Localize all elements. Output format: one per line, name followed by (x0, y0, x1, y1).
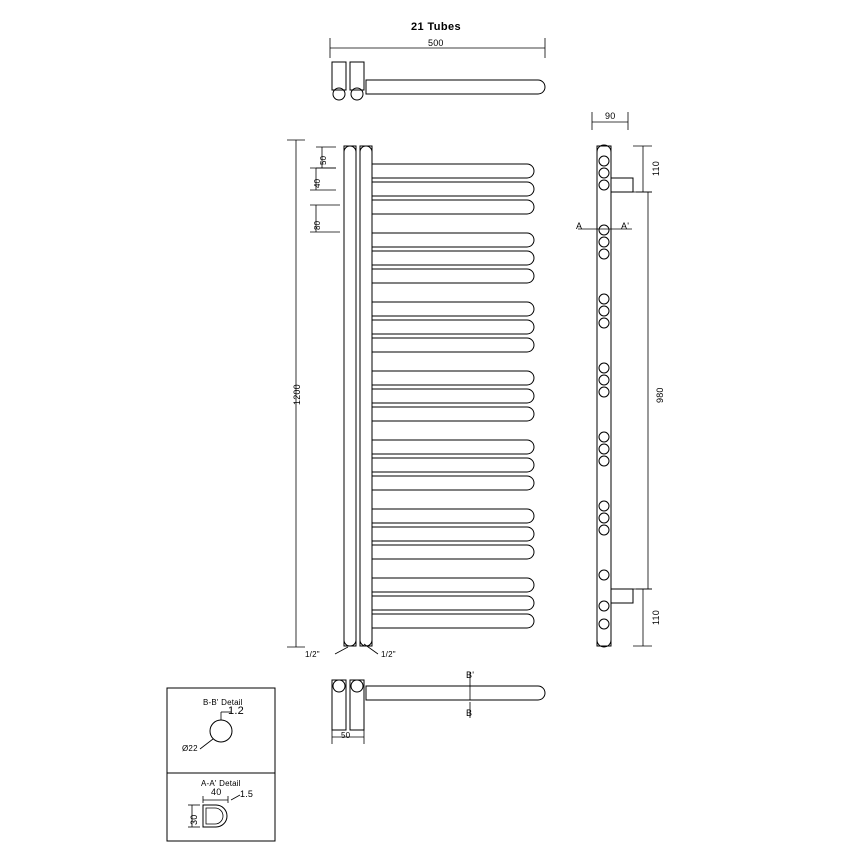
detail-bb-title: B-B' Detail (203, 698, 243, 707)
front-view-vertical-manifolds (344, 146, 372, 646)
side-view-dimensions (633, 146, 652, 646)
front-view-inlet-left: 1/2" (305, 650, 320, 659)
detail-bb-thickness: 1.2 (228, 705, 244, 717)
section-label-b-prime: B' (466, 670, 475, 680)
front-view-dim-50: 50 (319, 155, 328, 165)
top-view-width-label: 500 (428, 38, 444, 48)
detail-aa-thickness: 1.5 (240, 789, 254, 799)
bottom-view-body (332, 680, 545, 730)
detail-aa-height: 30 (189, 814, 199, 825)
side-view-bottom-110: 110 (651, 610, 661, 625)
front-view-dim-80: 80 (313, 220, 322, 230)
drawing-title: 21 Tubes (411, 21, 462, 33)
section-label-a: A (576, 221, 583, 231)
side-view-top-110: 110 (651, 161, 661, 176)
front-view-height-label: 1200 (292, 384, 302, 405)
top-view-body (332, 62, 545, 100)
bottom-view-depth-label: 50 (341, 731, 351, 740)
detail-boxes (167, 688, 275, 841)
detail-aa-title: A-A' Detail (201, 779, 241, 788)
front-view-dim-40: 40 (313, 178, 322, 188)
side-view-center-980: 980 (655, 387, 665, 403)
section-label-b: B (466, 708, 473, 718)
front-view-tubes (372, 164, 534, 628)
detail-aa-width: 40 (211, 787, 222, 797)
side-view-width-label: 90 (605, 111, 616, 121)
section-label-a-prime: A' (621, 221, 630, 231)
detail-bb-diameter: Ø22 (182, 744, 198, 753)
front-view-inlet-right: 1/2" (381, 650, 396, 659)
